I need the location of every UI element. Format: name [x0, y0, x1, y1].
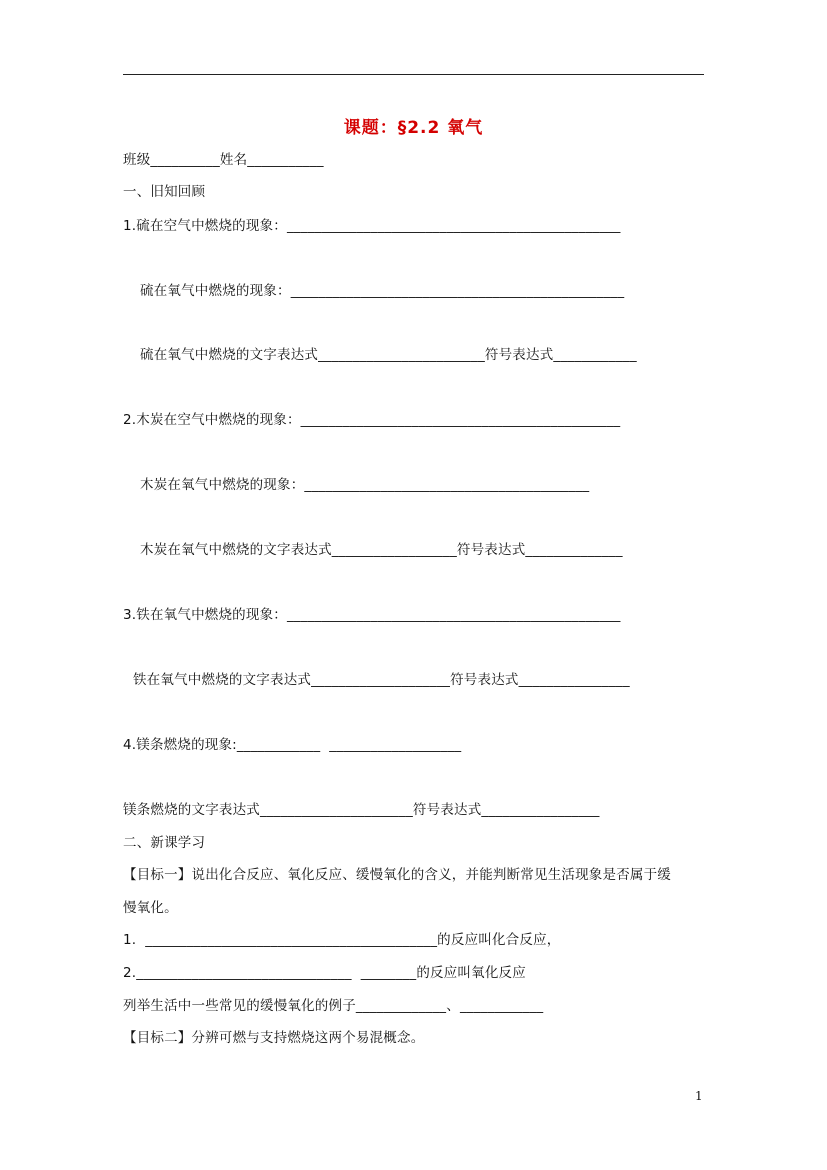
question-2-charcoal-air: 2.木炭在空气中燃烧的现象：______________________________________________ [123, 412, 621, 428]
question-1-sulfur-oxygen: 硫在氧气中燃烧的现象：________________________________________________ [140, 283, 625, 299]
oxidation-reaction-line: 2._______________________________ ________的反应叫氧化反应 [123, 965, 526, 981]
class-name-line: 班级__________姓名___________ [123, 152, 324, 168]
section-heading-review: 一、旧知回顾 [123, 184, 206, 200]
question-2-charcoal-expression: 木炭在氧气中燃烧的文字表达式__________________符号表达式______________ [140, 542, 623, 558]
objective-1-text-cont: 慢氧化。 [123, 900, 178, 916]
question-1-sulfur-expression: 硫在氧气中燃烧的文字表达式________________________符号表达式____________ [140, 347, 637, 363]
objective-1-text: 【目标一】说出化合反应、氧化反应、缓慢氧化的含义，并能判断常见生活现象是否属于缓 [123, 867, 671, 883]
header-rule [123, 74, 704, 75]
section-heading-new-lesson: 二、新课学习 [123, 835, 206, 851]
objective-2-text: 【目标二】分辨可燃与支持燃烧这两个易混概念。 [123, 1030, 425, 1046]
question-2-charcoal-oxygen: 木炭在氧气中燃烧的现象：_________________________________________ [140, 477, 590, 493]
question-3-iron-oxygen: 3.铁在氧气中燃烧的现象：________________________________________________ [123, 607, 621, 623]
question-4-magnesium: 4.镁条燃烧的现象:____________ ___________________ [123, 737, 462, 753]
slow-oxidation-examples: 列举生活中一些常见的缓慢氧化的例子_____________、____________ [123, 998, 544, 1014]
question-3-iron-expression: 铁在氧气中燃烧的文字表达式____________________符号表达式________________ [133, 672, 630, 688]
page-number: 1 [695, 1089, 703, 1103]
combination-reaction-line: 1. __________________________________________的反应叫化合反应， [123, 932, 561, 948]
page-title: 课题：§2.2 氧气 [343, 118, 484, 138]
question-4-magnesium-expression: 镁条燃烧的文字表达式______________________符号表达式_________________ [123, 802, 600, 818]
question-1-sulfur-air: 1.硫在空气中燃烧的现象：________________________________________________ [123, 218, 621, 234]
